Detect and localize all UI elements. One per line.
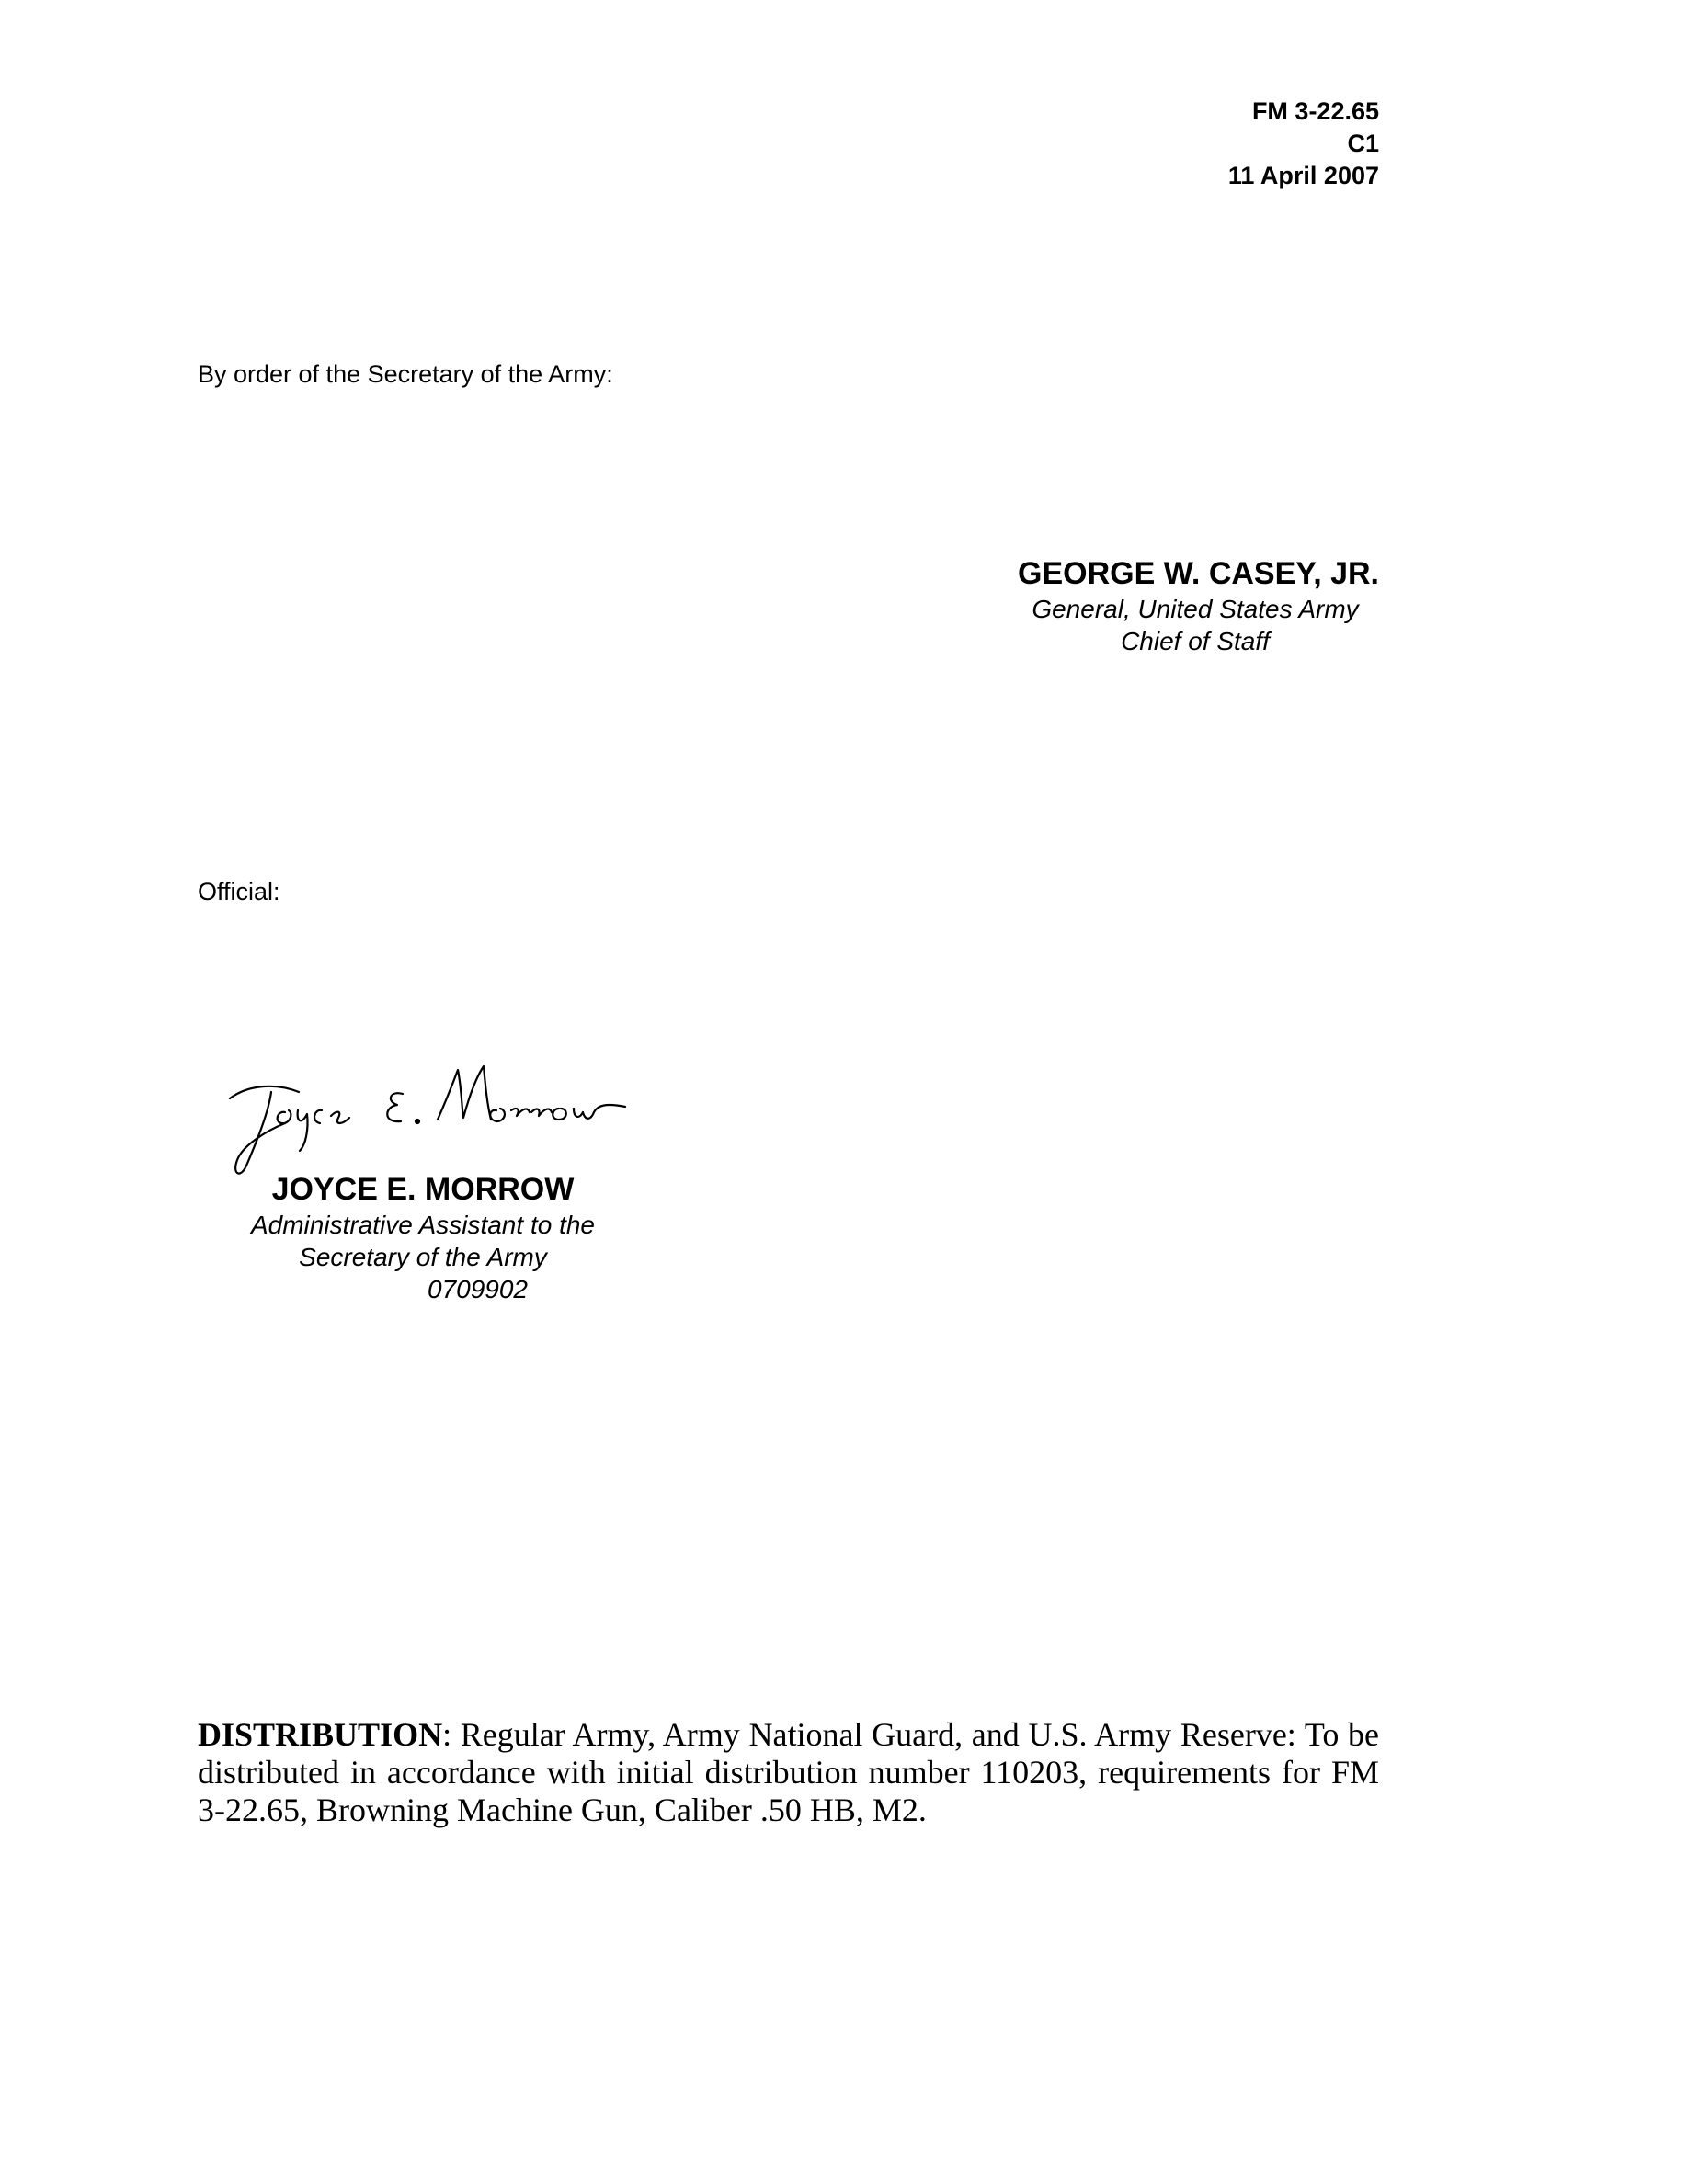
distribution-text: : Regular Army, Army National Guard, and U.S. Army Reserve: To be distributed in accordance with initial distribution number 110203, requirements for FM 3-22.65, Browning Machine Gun, Caliber .50 HB, M2. [198,1716,1379,1828]
document-header [1228,96,1379,192]
distribution-label: DISTRIBUTION [198,1716,443,1753]
official-label: Official: [198,878,280,905]
chief-name: GEORGE W. CASEY, JR. [1018,556,1379,591]
chief-title-line2: Chief of Staff [1121,627,1270,655]
administrative-assistant-block [230,1170,616,1305]
chief-title-line1: General, United States Army [1032,595,1359,623]
document-date: 11 April 2007 [1227,162,1379,189]
chief-of-staff-block [919,554,1471,657]
order-line: By order of the Secretary of the Army: [198,360,613,388]
change-number: C1 [1347,130,1379,157]
distribution-paragraph [198,1716,1379,1829]
adjutant-title-line1: Administrative Assistant to the [250,1211,595,1239]
authentication-number: 0709902 [428,1275,529,1303]
adjutant-title-line2: Secretary of the Army [299,1243,547,1271]
adjutant-name: JOYCE E. MORROW [271,1172,575,1207]
document-number: FM 3-22.65 [1251,97,1379,125]
